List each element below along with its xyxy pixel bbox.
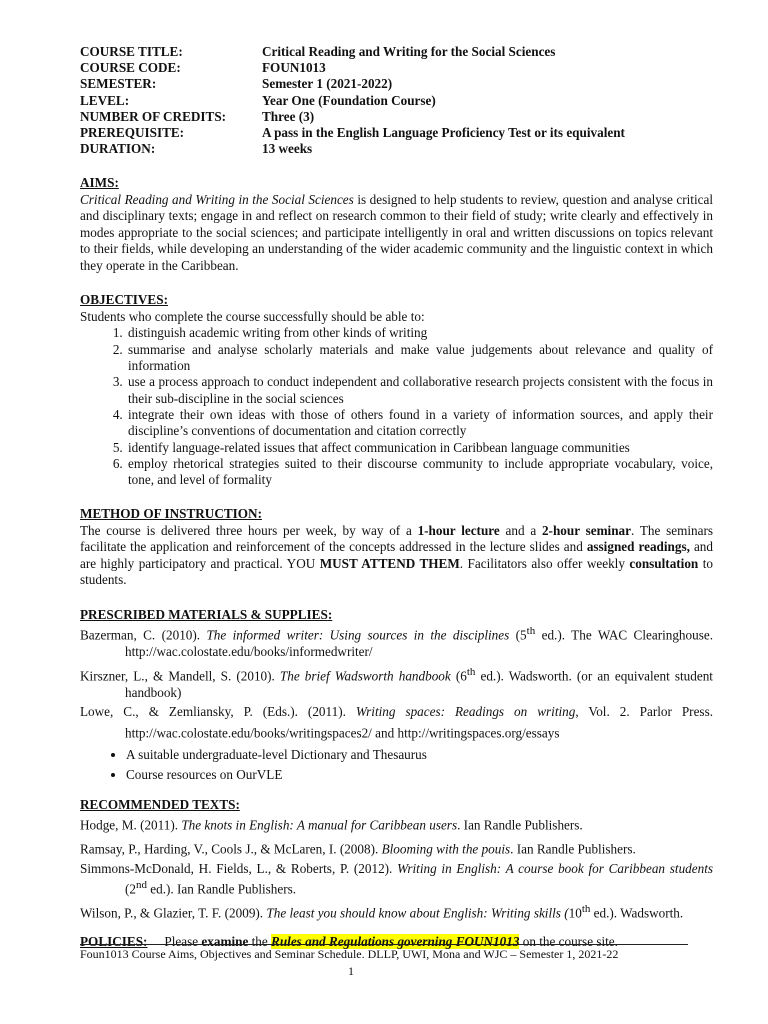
material-bullet: • A suitable undergraduate-level Dictionary and Thesaurus <box>126 745 713 765</box>
course-info-label: COURSE CODE: <box>80 60 181 76</box>
reference-entry: Wilson, P., & Glazier, T. F. (2009). The least you should know about English: Writing skills (10th ed.). Wadsworth. <box>80 903 684 921</box>
objectives-section: OBJECTIVES: Students who complete the course successfully should be able to: 1. distinguish academic writing from other kinds of writing 2. summarise and analyse scholarly materials and make value judgements about relevance and quality of information 3. use a process approach to conduct independent and collaborative research projects consistent with the focus in their sub-discipline in the social sciences 4. integrate their own ideas with those of others found in a variety of information sources, and apply their discipline’s conventions of documentation and citation correctly 5. identify language-related issues that affect communication in Caribbean language communities 6. employ rhetorical strategies suited to their discourse community to include appropriate vocabulary, voice, tone, and level of formality <box>80 292 713 488</box>
course-info-row <box>80 141 625 157</box>
objective-item: 3. use a process approach to conduct independent and collaborative research projects consistent with the focus in their sub-discipline in the social sciences <box>126 374 713 407</box>
course-info-row <box>80 44 625 60</box>
prescribed-heading: PRESCRIBED MATERIALS & SUPPLIES <box>80 606 328 622</box>
page-footer: Foun1013 Course Aims, Objectives and Seminar Schedule. DLLP, UWI, Mona and WJC – Semester 1, 2021-22 <box>80 947 619 961</box>
policies-heading: POLICIES: <box>80 934 148 950</box>
document-page <box>80 44 713 951</box>
course-info-value: Year One (Foundation Course) <box>262 92 436 108</box>
course-info-value: Three (3) <box>262 108 315 124</box>
policies-line: POLICIES: Please examine the Rules and Regulations governing FOUN1013 on the course site. <box>80 934 618 950</box>
reference-entry: Lowe, C., & Zemliansky, P. (Eds.). (2011). Writing spaces: Readings on writing, Vol. 2. Parlor Press. http://wac.colostate.edu/books/writingspaces2/ and http://writingspaces.org/essays <box>80 704 713 741</box>
course-info-value: Semester 1 (2021-2022) <box>262 76 393 92</box>
reference-entry: Kirszner, L., & Mandell, S. (2010). The brief Wadsworth handbook (6th ed.). Wadsworth. (or an equivalent student handbook) <box>80 665 713 700</box>
method-heading: METHOD OF INSTRUCTION <box>80 506 258 522</box>
prescribed-section: PRESCRIBED MATERIALS & SUPPLIES: Bazerman, C. (2010). The informed writer: Using sources in the disciplines (5th ed.). The WAC Clearinghouse. http://wac.colostate.edu/books/informedwriter/ Kirszner, L., & Mandell, S. (2010). The brief Wadsworth handbook (6th ed.). Wadsworth. (or an equivalent student handbook) Lowe, C., & Zemliansky, P. (Eds.). (2011). Writing spaces: Readings on writing, Vol. 2. Parlor Press. http://wac.colostate.edu/books/writingspaces2/ and http://writingspaces.org/essays • A suitable undergraduate-level Dictionary and Thesaurus • Course resources on OurVLE <box>80 607 713 785</box>
objective-item: 5. identify language-related issues that affect communication in Caribbean language communities <box>126 440 713 456</box>
reference-entry: Ramsay, P., Harding, V., Cools J., & McLaren, I. (2008). Blooming with the pouis. Ian Randle Publishers. <box>80 841 636 857</box>
objective-item: 4. integrate their own ideas with those of others found in a variety of information sources, and apply their discipline’s conventions of documentation and citation correctly <box>126 407 713 440</box>
course-info-label: PREREQUISITE: <box>80 125 185 141</box>
method-section: METHOD OF INSTRUCTION: The course is delivered three hours per week, by way of a 1-hour lecture and a 2-hour seminar. The seminars facilitate the application and reinforcement of the concepts addressed in the lecture slides and assigned readings, and are highly participatory and practical. YOU MUST ATTEND THEM. Facilitators also offer weekly consultation to students. <box>80 506 713 588</box>
objective-item: 1. distinguish academic writing from other kinds of writing <box>126 325 713 341</box>
objectives-heading: OBJECTIVES <box>80 292 164 308</box>
aims-paragraph: Critical Reading and Writing in the Social Sciences is designed to help students to review, question and analyse critical and disciplinary texts; engage in and reflect on research common to their field of study; write clearly and effectively in modes appropriate to the social sciences; and participate intelligently in oral and written discussions on topics relevant to their fields, while developing an understanding of the wider academic community and the linguistic context in which they operate in the Caribbean. <box>80 191 713 273</box>
course-info-label: NUMBER OF CREDITS: <box>80 108 227 124</box>
aims-section: AIMS: Critical Reading and Writing in the Social Sciences is designed to help students to review, question and analyse critical and disciplinary texts; engage in and reflect on research common to their field of study; write clearly and effectively in modes appropriate to the social sciences; and participate intelligently in oral and written discussions on topics relevant to their fields, while developing an understanding of the wider academic community and the linguistic context in which they operate in the Caribbean. <box>80 175 713 273</box>
course-info-label: COURSE TITLE: <box>80 44 183 59</box>
reference-entry: Bazerman, C. (2010). The informed writer: Using sources in the disciplines (5th ed.). The WAC Clearinghouse. http://wac.colostate.edu/books/informedwriter/ <box>80 625 713 660</box>
recommended-heading: RECOMMENDED TEXTS <box>80 796 236 812</box>
recommended-references <box>80 813 713 922</box>
prescribed-bullets <box>80 745 713 785</box>
objective-item: 2. summarise and analyse scholarly materials and make value judgements about relevance and quality of information <box>126 342 713 375</box>
course-info-value: Critical Reading and Writing for the Social Sciences <box>262 44 556 59</box>
highlighted-rules-text: Rules and Regulations governing FOUN1013 <box>271 934 520 950</box>
objectives-list <box>80 325 713 488</box>
course-info-label: SEMESTER: <box>80 76 157 92</box>
course-info-label: LEVEL: <box>80 92 130 108</box>
course-info-row <box>80 109 625 125</box>
prescribed-references <box>80 623 713 741</box>
recommended-section: RECOMMENDED TEXTS: Hodge, M. (2011). The knots in English: A manual for Caribbean users. Ian Randle Publishers. Ramsay, P., Harding, V., Cools J., & McLaren, I. (2008). Blooming with the pouis. Ian Randle Publishers. Simmons-McDonald, H. Fields, L., & Roberts, P. (2012). Writing in English: A course book for Caribbean students (2nd ed.). Ian Randle Publishers. Wilson, P., & Glazier, T. F. (2009). The least you should know about English: Writing skills (10th ed.). Wadsworth. <box>80 796 713 921</box>
course-info-table <box>80 44 625 157</box>
aims-heading: AIMS <box>80 175 115 191</box>
course-info-label: DURATION: <box>80 141 156 157</box>
course-info-row <box>80 93 625 109</box>
objectives-intro: Students who complete the course successfully should be able to: <box>80 308 425 324</box>
reference-entry: Simmons-McDonald, H. Fields, L., & Roberts, P. (2012). Writing in English: A course book for Caribbean students (2nd ed.). Ian Randle Publishers. <box>80 860 713 897</box>
objective-item: 6. employ rhetorical strategies suited to their discourse community to include appropriate vocabulary, voice, tone, and level of formality <box>126 456 713 489</box>
reference-entry: Hodge, M. (2011). The knots in English: A manual for Caribbean users. Ian Randle Publishers. <box>80 817 583 833</box>
course-info-value: FOUN1013 <box>262 60 326 76</box>
course-info-row <box>80 60 625 76</box>
course-info-value: 13 weeks <box>262 141 313 157</box>
course-info-row <box>80 76 625 92</box>
aims-course-title: Critical Reading and Writing in the Social Sciences <box>80 191 354 207</box>
page-number: 1 <box>348 964 354 978</box>
method-paragraph: The course is delivered three hours per week, by way of a 1-hour lecture and a 2-hour seminar. The seminars facilitate the application and reinforcement of the concepts addressed in the lecture slides and assigned readings, and are highly participatory and practical. YOU MUST ATTEND THEM. Facilitators also offer weekly consultation to students. <box>80 522 713 588</box>
material-bullet: • Course resources on OurVLE <box>126 765 713 785</box>
course-info-row <box>80 125 625 141</box>
footer-divider <box>80 944 688 945</box>
course-info-value: A pass in the English Language Proficiency Test or its equivalent <box>262 125 625 141</box>
